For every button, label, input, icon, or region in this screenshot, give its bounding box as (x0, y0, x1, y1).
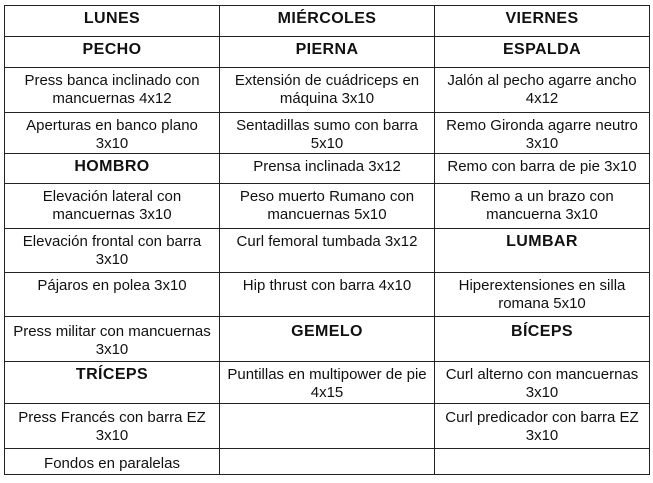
day-header-friday: VIERNES (435, 6, 650, 37)
table-row (5, 404, 650, 449)
muscle-group-heading: PECHO (5, 37, 220, 68)
exercise-cell: Hiperextensiones en silla romana 5x10 (435, 273, 650, 317)
table-row (5, 229, 650, 273)
exercise-cell: Press Francés con barra EZ 3x10 (5, 404, 220, 449)
exercise-cell: Sentadillas sumo con barra 5x10 (220, 113, 435, 154)
exercise-cell: Puntillas en multipower de pie 4x15 (220, 362, 435, 404)
muscle-group-heading: LUMBAR (435, 229, 650, 273)
exercise-cell: Fondos en paralelas (5, 449, 220, 475)
table-row (5, 154, 650, 184)
muscle-group-heading: GEMELO (220, 317, 435, 362)
table-row-days (5, 6, 650, 37)
table-body (5, 6, 650, 475)
table-row (5, 273, 650, 317)
exercise-cell: Press militar con mancuernas 3x10 (5, 317, 220, 362)
table-row (5, 184, 650, 229)
muscle-group-heading: PIERNA (220, 37, 435, 68)
exercise-cell: Prensa inclinada 3x12 (220, 154, 435, 184)
muscle-group-heading: ESPALDA (435, 37, 650, 68)
empty-cell (220, 449, 435, 475)
day-header-wednesday: MIÉRCOLES (220, 6, 435, 37)
table-row (5, 317, 650, 362)
table-row (5, 37, 650, 68)
exercise-cell: Remo con barra de pie 3x10 (435, 154, 650, 184)
workout-schedule-table (4, 5, 650, 475)
exercise-cell: Curl alterno con mancuernas 3x10 (435, 362, 650, 404)
exercise-cell: Curl predicador con barra EZ 3x10 (435, 404, 650, 449)
muscle-group-heading: TRÍCEPS (5, 362, 220, 404)
exercise-cell: Jalón al pecho agarre ancho 4x12 (435, 68, 650, 113)
exercise-cell: Elevación frontal con barra 3x10 (5, 229, 220, 273)
exercise-cell: Aperturas en banco plano 3x10 (5, 113, 220, 154)
exercise-cell: Curl femoral tumbada 3x12 (220, 229, 435, 273)
table-row (5, 362, 650, 404)
muscle-group-heading: HOMBRO (5, 154, 220, 184)
exercise-cell: Peso muerto Rumano con mancuernas 5x10 (220, 184, 435, 229)
exercise-cell: Elevación lateral con mancuernas 3x10 (5, 184, 220, 229)
empty-cell (435, 449, 650, 475)
muscle-group-heading: BÍCEPS (435, 317, 650, 362)
exercise-cell: Remo a un brazo con mancuerna 3x10 (435, 184, 650, 229)
exercise-cell: Extensión de cuádriceps en máquina 3x10 (220, 68, 435, 113)
table-row (5, 68, 650, 113)
exercise-cell: Pájaros en polea 3x10 (5, 273, 220, 317)
table-row (5, 449, 650, 475)
day-header-monday: LUNES (5, 6, 220, 37)
exercise-cell: Hip thrust con barra 4x10 (220, 273, 435, 317)
exercise-cell: Press banca inclinado con mancuernas 4x12 (5, 68, 220, 113)
exercise-cell: Remo Gironda agarre neutro 3x10 (435, 113, 650, 154)
table-row (5, 113, 650, 154)
empty-cell (220, 404, 435, 449)
